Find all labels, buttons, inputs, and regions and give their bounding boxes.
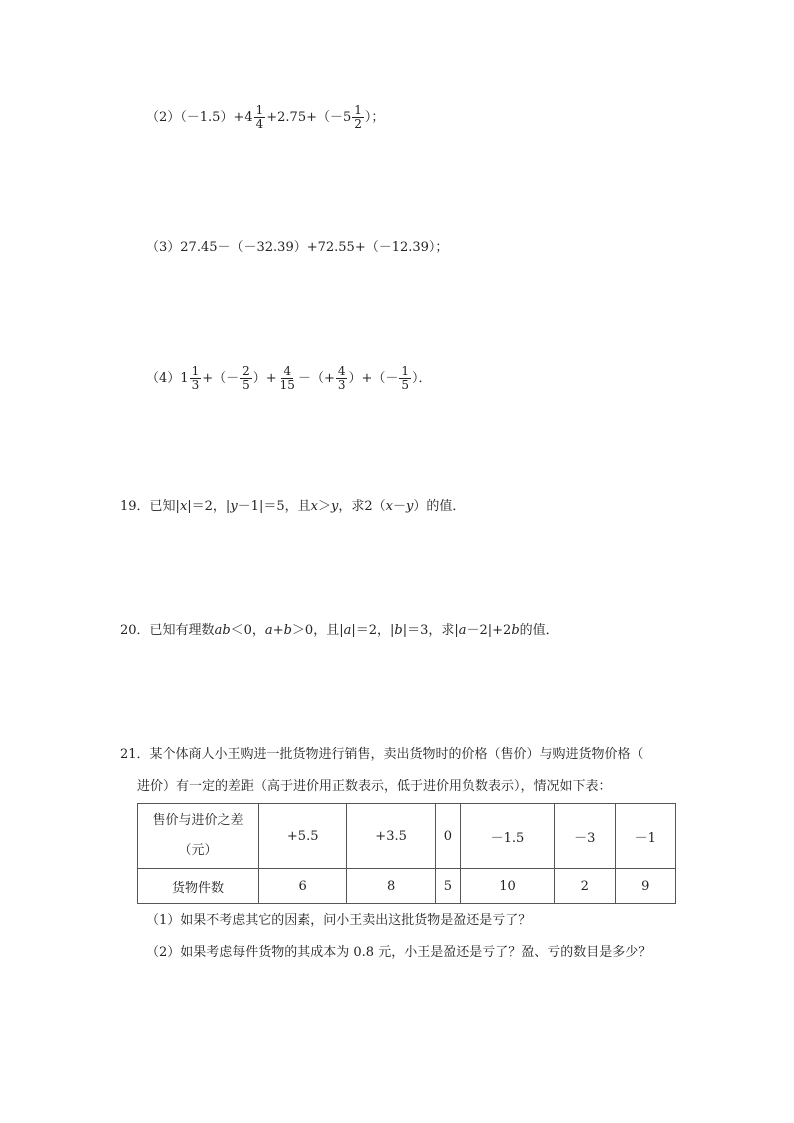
table-cell: 6 [259,869,347,904]
fraction: $\frac{2}{5}$ [242,364,250,392]
fraction: $\frac{4}{3}$ [337,364,346,392]
table-cell: －3 [555,804,615,869]
table-cell: 9 [615,869,675,904]
problem-3: （3）27.45－（－32.39）+72.55+（－12.39）； [146,240,449,255]
question-21-line-2: 进价）有一定的差距（高于进价用正数表示，低于进价用负数表示），情况如下表： [137,779,612,794]
problem-2: （2）（－1.5）+4 $\frac{1}{4}$ +2.75+（－5 $\frac{1}{2}$ ）； [146,103,385,131]
question-19: 19．已知|x|＝2，|y－1|＝5，且x＞y，求2（x－y）的值． [120,499,466,514]
fraction: $\frac{1}{2}$ [354,103,362,131]
table-cell: 8 [347,869,435,904]
question-21-sub-2: （2）如果考虑每件货物的其成本为 0.8 元，小王是盈还是亏了？盈、亏的数目是多少？ [146,945,652,960]
fraction: $\frac{1}{4}$ [255,103,264,131]
fraction: $\frac{1}{5}$ [401,364,410,392]
question-21-sub-1: （1）如果不考虑其它的因素，问小王卖出这批货物是盈还是亏了？ [146,913,532,928]
fraction: $\frac{1}{3}$ [191,364,200,392]
question-21-line-1: 21．某个体商人小王购进一批货物进行销售，卖出货物时的价格（售价）与购进货物价格（ [120,747,644,762]
table-cell: 5 [435,869,460,904]
table-cell: 0 [435,804,460,869]
table-cell: 2 [555,869,615,904]
table-header-cell: 售价与进价之差 （元） [138,804,259,869]
table-row [138,869,676,904]
problem-4: （4）1 $\frac{1}{3}$ +（－ $\frac{2}{5}$ ）+ $\frac{4}{15}$ －（+ $\frac{4}{3}$ ）+（－ $\frac{1}{5}$ ）． [146,364,432,392]
table-cell: －1.5 [460,804,554,869]
table-cell: －1 [615,804,675,869]
fraction: $\frac{4}{15}$ [279,364,295,392]
table-cell: 10 [460,869,554,904]
price-difference-table [137,803,676,904]
table-cell: +5.5 [259,804,347,869]
table-cell: +3.5 [347,804,435,869]
question-20: 20．已知有理数ab＜0，a+b＞0，且|a|＝2，|b|＝3，求|a－2|+2b的值． [120,623,559,638]
table-row [138,804,676,869]
table-header-cell: 货物件数 [138,869,259,904]
